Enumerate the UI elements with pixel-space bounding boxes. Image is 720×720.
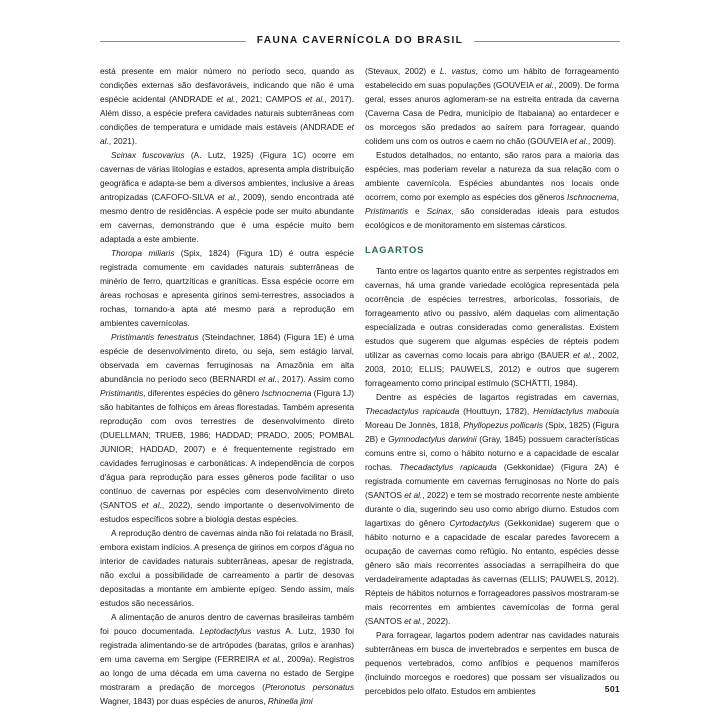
paragraph: A alimentação de anuros dentro de cavernas brasileiras também foi pouco documentada. Leptodactylus vastus A. Lutz, 1930 foi registrada alimentando-se de artrópodes (baratas, grilos e aranhas) em uma caverna em Sergipe (FERREIRA et al., 2009a). Registros ao longo de uma década em uma caverna no estado de Sergipe mostraram a predação de morcegos (Pteronotus personatus Wagner, 1843) por duas espécies de anuros, Rhinella jimi bbox=[100, 612, 354, 706]
paragraph: Thoropa miliaris (Spix, 1824) (Figura 1D) é outra espécie registrada comumente em cavidades naturais subterrâneas de minério de ferro, quartzíticas e graníticas. Essa espécie ocorre em áreas rochosas e apresenta girinos semi-terrestres, associados a rochas, tornando-a apta até mesmo para a reprodução em ambientes cavernícolas. bbox=[100, 248, 354, 328]
paragraph: Para forragear, lagartos podem adentrar nas cavidades naturais subterrâneas em busca de invertebrados e serpentes em busca de pequenos vertebrados, como anfíbios e pequenos mamíferos (incluindo morcegos e roedores) que possam ser visualizados ou percebidos pelo olfato. Estudos em ambientes bbox=[365, 630, 619, 697]
page-title: FAUNA CAVERNÍCOLA DO BRASIL bbox=[256, 34, 464, 46]
header-rule-left bbox=[100, 41, 246, 42]
right-column bbox=[365, 64, 619, 708]
paragraph: A reprodução dentro de cavernas ainda não foi relatada no Brasil, embora existam indícios. A presença de girinos em corpos d'água no interior de cavidades naturais subterrâneas, apesar de registrada, não exclui a possibilidade de carreamento a partir de desovas depositadas a montante em ambiente epígeo. Sendo assim, mais estudos são necessários. bbox=[100, 528, 354, 608]
paragraph: Dentre as espécies de lagartos registradas em cavernas, Thecadactylus rapicauda (Houttuyn, 1782), Hemidactylus mabouia Moreau De Jonnès, 1818, Phyllopezus pollicaris (Spix, 1825) (Figura 2B) e Gymnodactylus darwinii (Gray, 1845) possuem características comuns entre si, como o hábito noturno e a capacidade de escalar rochas. Thecadactylus rapicauda (Gekkonidae) (Figura 2A) é registrada comumente em cavernas ferruginosas no Norte do país (SANTOS et al., 2022) e tem se mostrado recorrente neste ambiente durante o dia, sugerindo seu uso como abrigo diurno. Estudos com lagartixas do gênero Cyrtodactylus (Gekkonidae) sugerem que o hábito noturno e a capacidade de escalar paredes favorecem a ocupação de cavernas como refúgio. No entanto, espécies desse gênero são mais recorrentes associadas a serrapilheira do que verdadeiramente adaptadas às cavernas (ELLIS; PAUWELS, 2012). Répteis de hábitos noturnos e forrageadores passivos mostraram-se mais recorrentes em ambientes cavernícolas de forma geral (SANTOS et al., 2022). bbox=[365, 392, 619, 627]
section-heading-lagartos: LAGARTOS bbox=[365, 244, 425, 255]
paragraph: Scinax fuscovarius (A. Lutz, 1925) (Figura 1C) ocorre em cavernas de várias litologias e estados, apresenta ampla distribuição geográfica e adapta-se bem a diversos ambientes, inclusive a áreas antropizadas (CAFOFO-SILVA et al., 2009), sendo encontrada até mesmo dentro de residências. A espécie pode ser muito abundante em cavernas, demonstrando que é uma espécie muito bem adaptada a este ambiente. bbox=[100, 150, 354, 244]
paragraph: (Stevaux, 2002) e L. vastus, como um hábito de forrageamento estabelecido em suas populações (GOUVEIA et al., 2009). De forma geral, esses anuros aglomeram-se na estreita entrada da caverna (Caverna Casa de Pedra, município de Itabaiana) ao entardecer e os morcegos são predados ao saírem para forragear, quando colidem uns com os outros e caem no chão (GOUVEIA et al., 2009). bbox=[365, 66, 619, 146]
running-header bbox=[100, 33, 620, 49]
page-number: 501 bbox=[604, 684, 620, 694]
paragraph: está presente em maior número no período seco, quando as condições externas são desfavoráveis, indicando que não é uma espécie acidental (ANDRADE et al., 2021; CAMPOS et al., 2017). Além disso, a espécie prefera cavidades naturais subterrâneas com condições de temperatura e umidade mais estáveis (ANDRADE et al., 2021). bbox=[100, 66, 354, 146]
two-column-body bbox=[100, 64, 620, 708]
paragraph: Estudos detalhados, no entanto, são raros para a maioria das espécies, mas poderiam revelar a natureza da sua relação com o ambiente cavernícola. Espécies abundantes nos locais onde ocorrem, como por exemplo as espécies dos gêneros Ischnocnema, Pristimantis e Scinax, são consideradas ideais para estudos ecológicos e de monitoramento em sistemas cársticos. bbox=[365, 150, 619, 230]
left-column bbox=[100, 64, 354, 708]
paragraph: Pristimantis fenestratus (Steindachner, 1864) (Figura 1E) é uma espécie de desenvolvimento direto, ou seja, sem estágio larval, observada em cavernas ferruginosas na Amazônia em alta abundância no período seco (BERNARDI et al., 2017). Assim como Pristimantis, diferentes espécies do gênero Ischnocnema (Figura 1J) são habitantes de folhiços em áreas florestadas. Também apresenta reprodução com ovos terrestres de desenvolvimento direto (DUELLMAN; TRUEB, 1986; HADDAD; PRADO, 2005; POMBAL JUNIOR; HADDAD, 2007) e é frequentemente registrado em cavidades ferruginosas e carbonáticas. A independência de corpos d'água para reprodução para esses gêneros pode facilitar o uso contínuo de cavernas por espécies com desenvolvimento direto (SANTOS et al., 2022), sendo importante o desenvolvimento de estudos específicos sobre a biologia destas espécies. bbox=[100, 332, 354, 524]
paragraph: Tanto entre os lagartos quanto entre as serpentes registrados em cavernas, há uma grande variedade ecológica representada pela ocorrência de espécies terrestres, arborícolas, fossoriais, de forrageamento ativo ou passivo, além daquelas com alimentação especializada e outras consideradas como generalistas. Existem estudos que sugerem que algumas espécies de répteis podem utilizar as cavernas como locais para abrigo (BAUER et al., 2002, 2003, 2010; ELLIS; PAUWELS, 2012) e outros que sugerem forrageamento como principal estímulo (SCHÄTTI, 1984). bbox=[365, 266, 619, 389]
header-rule-right bbox=[474, 41, 620, 42]
